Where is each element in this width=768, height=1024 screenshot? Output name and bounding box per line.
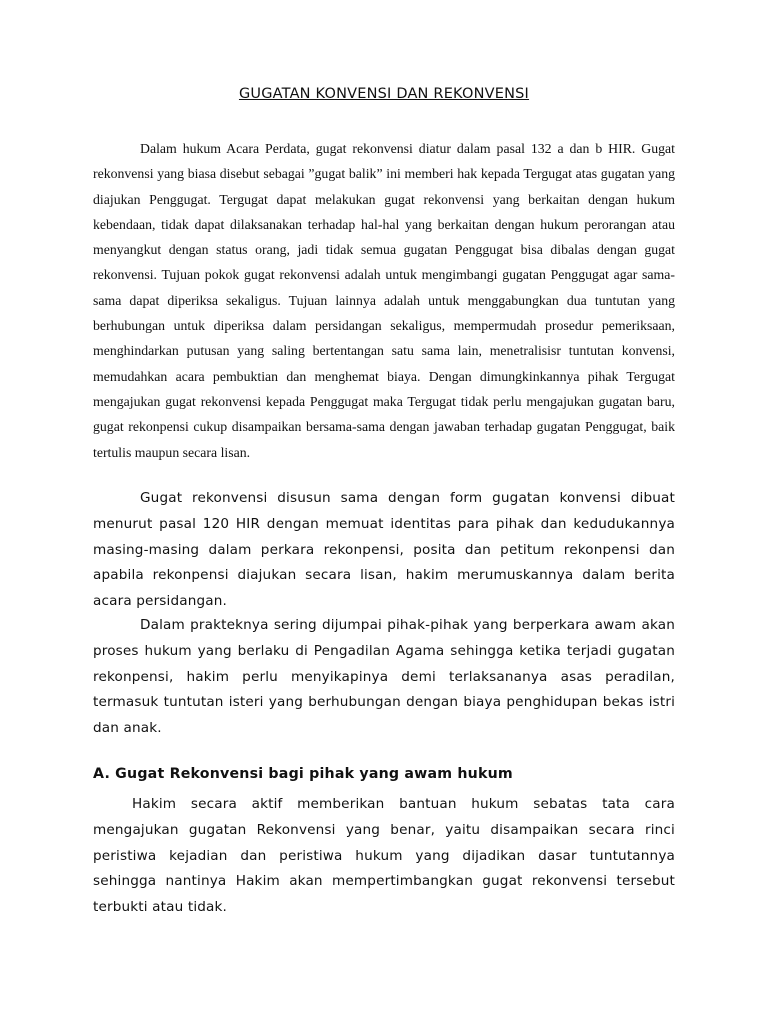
paragraph-intro: Dalam hukum Acara Perdata, gugat rekonvensi diatur dalam pasal 132 a dan b HIR. Gugat rekonvensi yang biasa disebut sebagai ”gugat balik” ini memberi hak kepada Tergugat atas gugatan yang diajukan Penggugat. Tergugat dapat melakukan gugat rekonvensi yang berkaitan dengan hukum kebendaan, tidak dapat dilaksanakan terhadap hal-hal yang berkaitan dengan hukum perorangan atau menyangkut dengan status orang, jadi tidak semua gugatan Penggugat bisa dibalas dengan gugat rekonvensi. Tujuan pokok gugat rekonvensi adalah untuk mengimbangi gugatan Penggugat agar sama-sama dapat diperiksa sekaligus. Tujuan lainnya adalah untuk menggabungkan dua tuntutan yang berhubungan untuk diperiksa dalam persidangan sekaligus, mempermudah prosedur pemeriksaan, menghindarkan putusan yang saling bertentangan satu sama lain, menetralisisr tuntutan konvensi, memudahkan acara pembuktian dan menghemat biaya. Dengan dimungkinkannya pihak Tergugat mengajukan gugat rekonvensi kepada Penggugat maka Tergugat tidak perlu mengajukan gugatan baru, gugat rekonpensi cukup disampaikan bersama-sama dengan jawaban terhadap gugatan Penggugat, baik tertulis maupun secara lisan. — [93, 141, 675, 460]
section-a-heading: A. Gugat Rekonvensi bagi pihak yang awam hukum — [93, 766, 513, 782]
document-title: GUGATAN KONVENSI DAN REKONVENSI — [238, 86, 530, 102]
paragraph-practice: Dalam prakteknya sering dijumpai pihak-pihak yang berperkara awam akan proses hukum yang berlaku di Pengadilan Agama sehingga ketika terjadi gugatan rekonpensi, hakim perlu menyikapinya demi terlaksananya asas peradilan, termasuk tuntutan isteri yang berhubungan dengan biaya penghidupan bekas istri dan anak. — [93, 617, 675, 737]
paragraph-form: Gugat rekonvensi disusun sama dengan form gugatan konvensi dibuat menurut pasal 120 HIR dengan memuat identitas para pihak dan kedudukannya masing-masing dalam perkara rekonpensi, posita dan petitum rekonpensi dan apabila rekonpensi diajukan secara lisan, hakim merumuskannya dalam berita acara persidangan. — [93, 490, 675, 610]
section-a-paragraph: Hakim secara aktif memberikan bantuan hukum sebatas tata cara mengajukan gugatan Rekonvensi yang benar, yaitu disampaikan secara rinci peristiwa kejadian dan peristiwa hukum yang dijadikan dasar tuntutannya sehingga nantinya Hakim akan mempertimbangkan gugat rekonvensi tersebut terbukti atau tidak. — [93, 796, 675, 916]
